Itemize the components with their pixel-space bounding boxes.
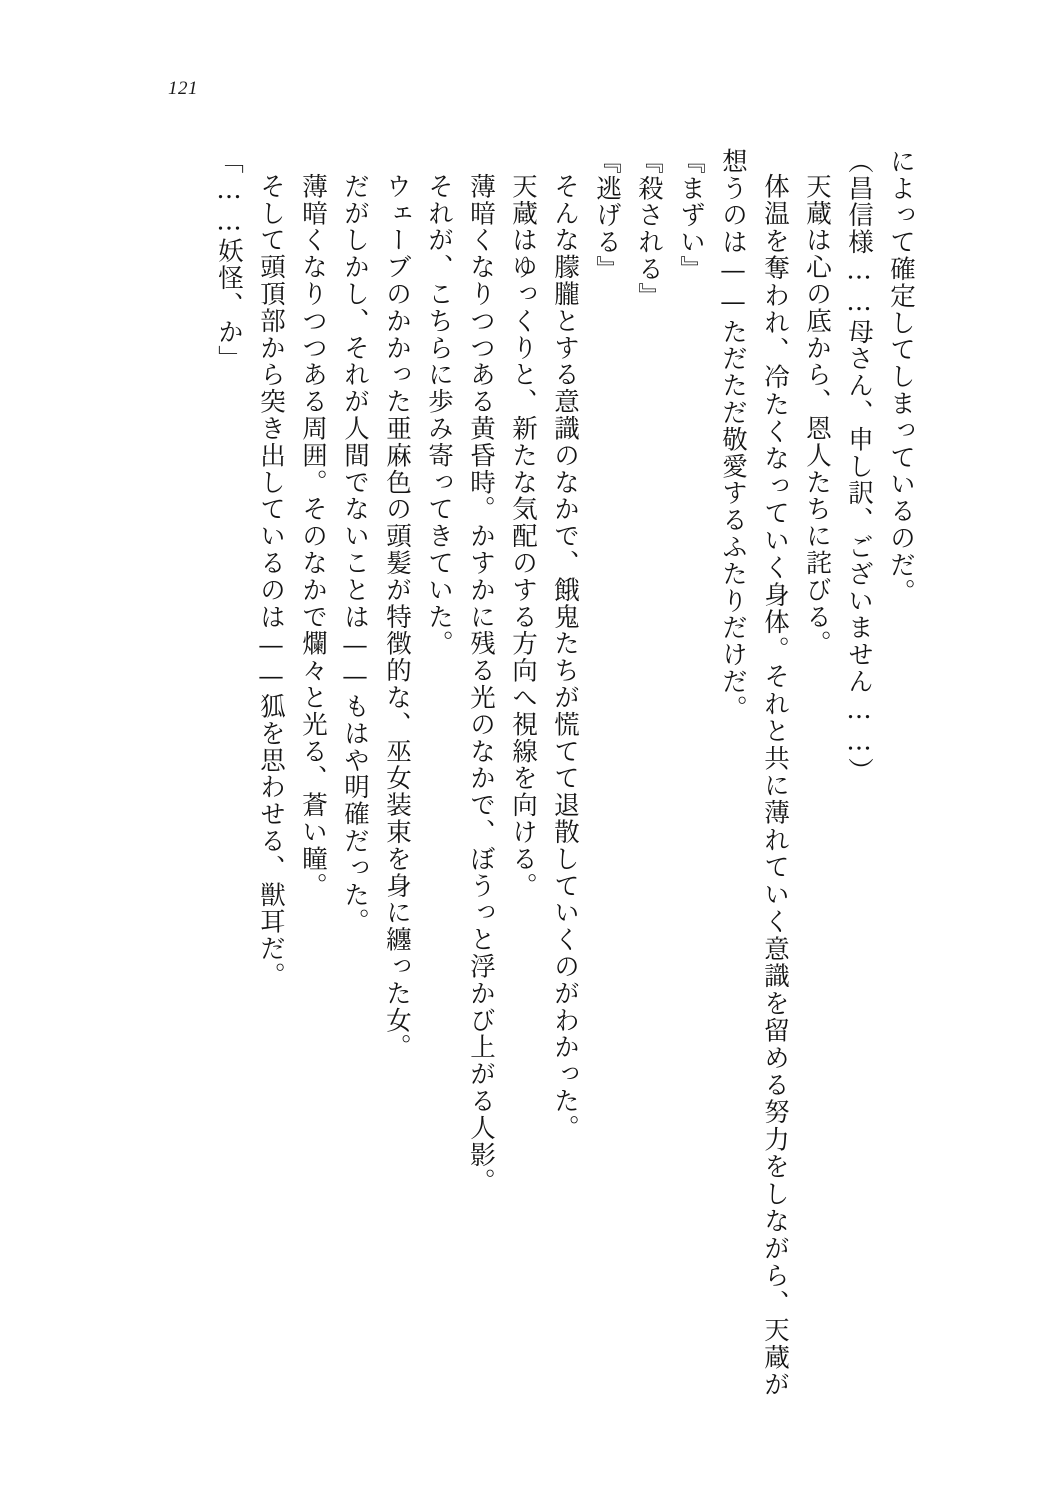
body-paragraph: 『逃げる』 xyxy=(592,148,622,283)
body-paragraph: 体温を奪われ、冷たくなっていく身体。それと共に薄れていく意識を留める努力をしながら、天蔵が想うのは——ただただ敬愛するふたりだけだ。 xyxy=(718,148,790,1398)
body-paragraph: 薄暗くなりつつある周囲。そのなかで爛々と光る、蒼い瞳。 xyxy=(298,173,328,900)
body-paragraph: 薄暗くなりつつある黄昏時。かすかに残る光のなかで、ぼうっと浮かび上がる人影。 xyxy=(466,173,496,1196)
page-number: 121 xyxy=(168,78,198,99)
body-paragraph: 「……妖怪、か」 xyxy=(214,148,244,373)
body-paragraph: によって確定してしまっているのだ。 xyxy=(886,148,916,606)
body-paragraph: 『まずい』 xyxy=(676,148,706,283)
body-paragraph: ウェーブのかかった亜麻色の頭髪が特徴的な、巫女装束を身に纏った女。 xyxy=(382,173,412,1061)
body-paragraph: 天蔵はゆっくりと、新たな気配のする方向へ視線を向ける。 xyxy=(508,173,538,900)
body-paragraph: （昌信様……母さん、申し訳、ございません……） xyxy=(844,148,874,785)
page-body-text xyxy=(112,148,922,1398)
body-paragraph: 『殺される』 xyxy=(634,148,664,310)
body-paragraph: それが、こちらに歩み寄ってきていた。 xyxy=(424,173,454,658)
body-paragraph: そして頭頂部から突き出しているのは——狐を思わせる、獣耳だ。 xyxy=(256,173,286,989)
body-paragraph: 天蔵は心の底から、恩人たちに詫びる。 xyxy=(802,173,832,658)
body-paragraph: だがしかし、それが人間でないことは——もはや明確だった。 xyxy=(340,173,370,936)
body-paragraph: そんな朦朧とする意識のなかで、餓鬼たちが慌てて退散していくのがわかった。 xyxy=(550,173,580,1142)
